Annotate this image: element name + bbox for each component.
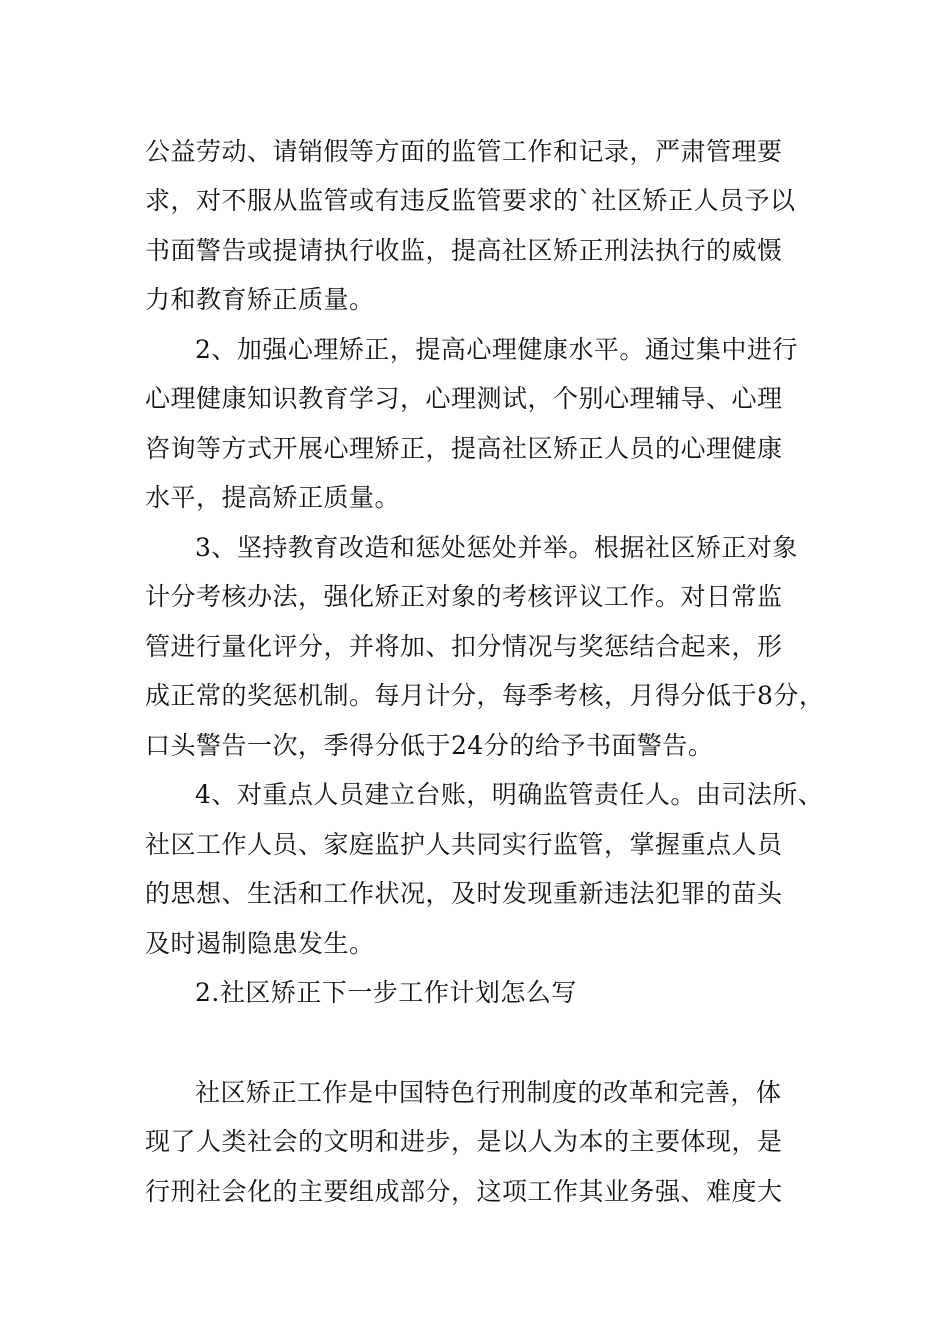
text-line: 求，对不服从监管或有违反监管要求的`社区矫正人员予以 [145,186,796,215]
text-line: 公益劳动、请销假等方面的监管工作和记录，严肃管理要 [145,137,783,166]
text-line: 口头警告一次，季得分低于24分的给予书面警告。 [145,731,714,760]
text-line: 计分考核办法，强化矫正对象的考核评议工作。对日常监 [145,582,783,611]
paragraph-first-line: 2、加强心理矫正，提高心理健康水平。通过集中进行 [195,335,798,364]
paragraph-first-line: 3、坚持教育改造和惩处惩处并举。根据社区矫正对象 [195,533,798,562]
text-line: 行刑社会化的主要组成部分，这项工作其业务强、难度大 [145,1177,783,1206]
text-line: 及时遏制隐患发生。 [145,929,375,958]
text-line: 社区工作人员、家庭监护人共同实行监管，掌握重点人员 [145,830,783,859]
section-heading: 2.社区矫正下一步工作计划怎么写 [195,978,577,1007]
text-line: 水平，提高矫正质量。 [145,483,401,512]
text-line: 心理健康知识教育学习，心理测试，个别心理辅导、心理 [145,384,783,413]
text-line: 管进行量化评分，并将加、扣分情况与奖惩结合起来，形 [145,632,783,661]
text-line: 书面警告或提请执行收监，提高社区矫正刑法执行的威慑 [145,236,783,265]
text-line: 的思想、生活和工作状况，及时发现重新违法犯罪的苗头 [145,879,783,908]
text-line: 咨询等方式开展心理矫正，提高社区矫正人员的心理健康 [145,434,783,463]
text-line: 力和教育矫正质量。 [145,285,375,314]
text-line: 成正常的奖惩机制。每月计分，每季考核，月得分低于8分， [145,681,825,710]
paragraph-first-line: 社区矫正工作是中国特色行刑制度的改革和完善，体 [195,1078,782,1107]
text-line: 现了人类社会的文明和进步，是以人为本的主要体现，是 [145,1127,783,1156]
paragraph-first-line: 4、对重点人员建立台账，明确监管责任人。由司法所、 [195,780,824,809]
